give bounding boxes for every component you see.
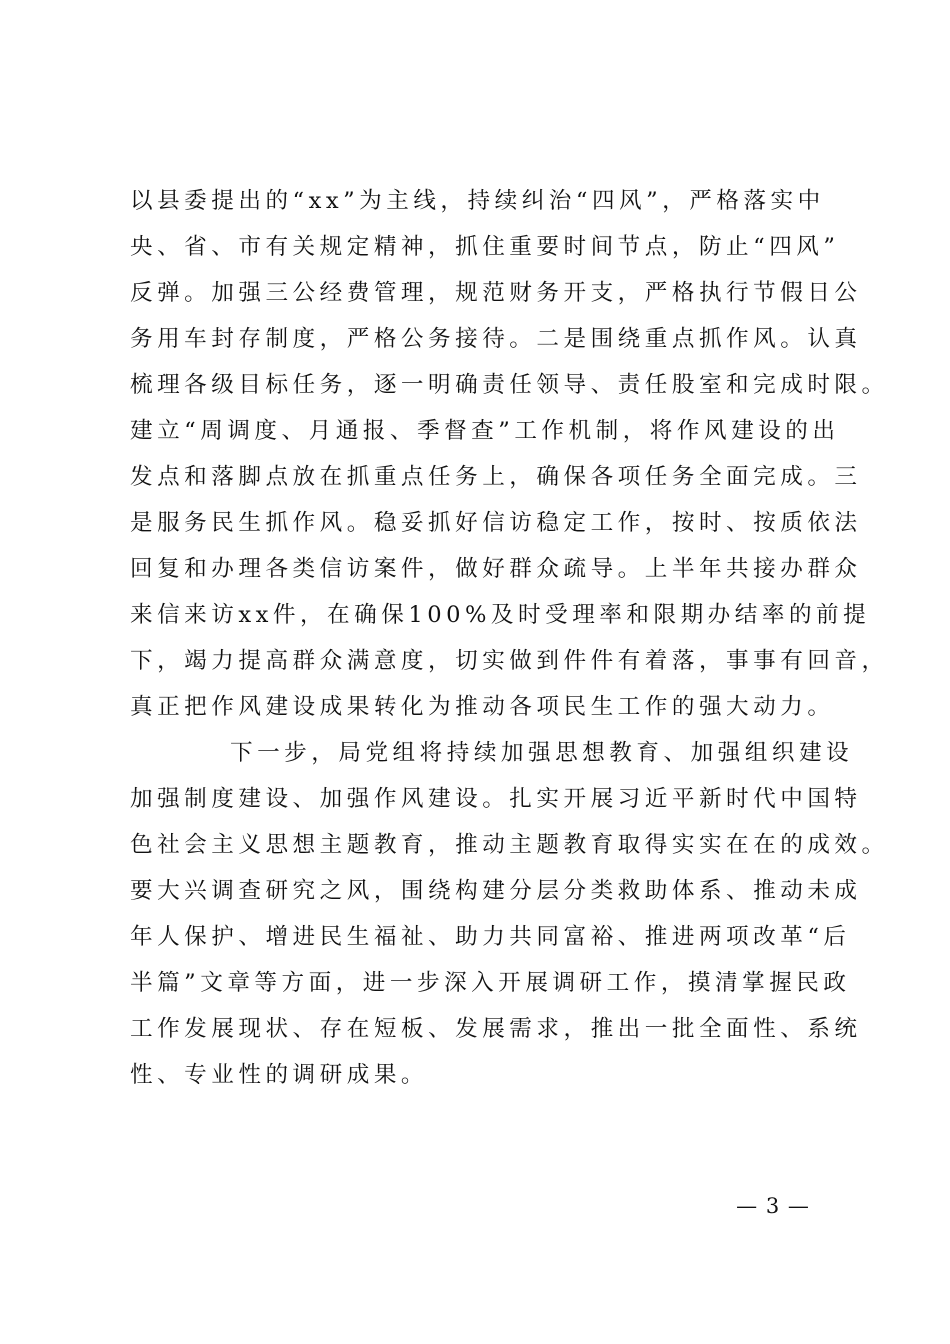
text-line: 务用车封存制度，严格公务接待。二是围绕重点抓作风。认真	[130, 326, 862, 352]
paragraph-work-style	[130, 178, 889, 730]
text-line: 是服务民生抓作风。稳妥抓好信访稳定工作，按时、按质依法	[130, 510, 862, 536]
text-line: 性、专业性的调研成果。	[130, 1062, 429, 1088]
text-line: 梳理各级目标任务，逐一明确责任领导、责任股室和完成时限。	[130, 372, 889, 398]
text-line: 来信来访xx件，在确保100%及时受理率和限期办结率的前提	[130, 602, 871, 628]
text-line: 央、省、市有关规定精神，抓住重要时间节点，防止“四风”	[130, 234, 840, 260]
text-line: 真正把作风建设成果转化为推动各项民生工作的强大动力。	[130, 694, 835, 720]
text-line: 年人保护、增进民生福祉、助力共同富裕、推进两项改革“后	[130, 924, 851, 950]
text-line-first-indent: 下一步，局党组将持续加强思想教育、加强组织建设	[230, 740, 854, 766]
text-line: 下，竭力提高群众满意度，切实做到件件有着落，事事有回音，	[130, 648, 889, 674]
text-line: 加强制度建设、加强作风建设。扎实开展习近平新时代中国特	[130, 786, 862, 812]
text-line: 发点和落脚点放在抓重点任务上，确保各项任务全面完成。三	[130, 464, 862, 490]
text-line: 反弹。加强三公经费管理，规范财务开支，严格执行节假日公	[130, 280, 862, 306]
text-line: 建立“周调度、月通报、季督查”工作机制，将作风建设的出	[130, 418, 840, 444]
paragraph-next-steps	[130, 730, 889, 1098]
text-line: 工作发展现状、存在短板、发展需求，推出一批全面性、系统	[130, 1016, 862, 1042]
text-line: 半篇”文章等方面，进一步深入开展调研工作，摸清掌握民政	[130, 970, 851, 996]
text-line: 要大兴调查研究之风，围绕构建分层分类救助体系、推动未成	[130, 878, 862, 904]
text-line: 回复和办理各类信访案件，做好群众疏导。上半年共接办群众	[130, 556, 862, 582]
text-line: 色社会主义思想主题教育，推动主题教育取得实实在在的成效。	[130, 832, 889, 858]
text-line: 以县委提出的“xx”为主线，持续纠治“四风”，严格落实中	[130, 188, 825, 214]
page-number: — 3 —	[736, 1194, 810, 1218]
